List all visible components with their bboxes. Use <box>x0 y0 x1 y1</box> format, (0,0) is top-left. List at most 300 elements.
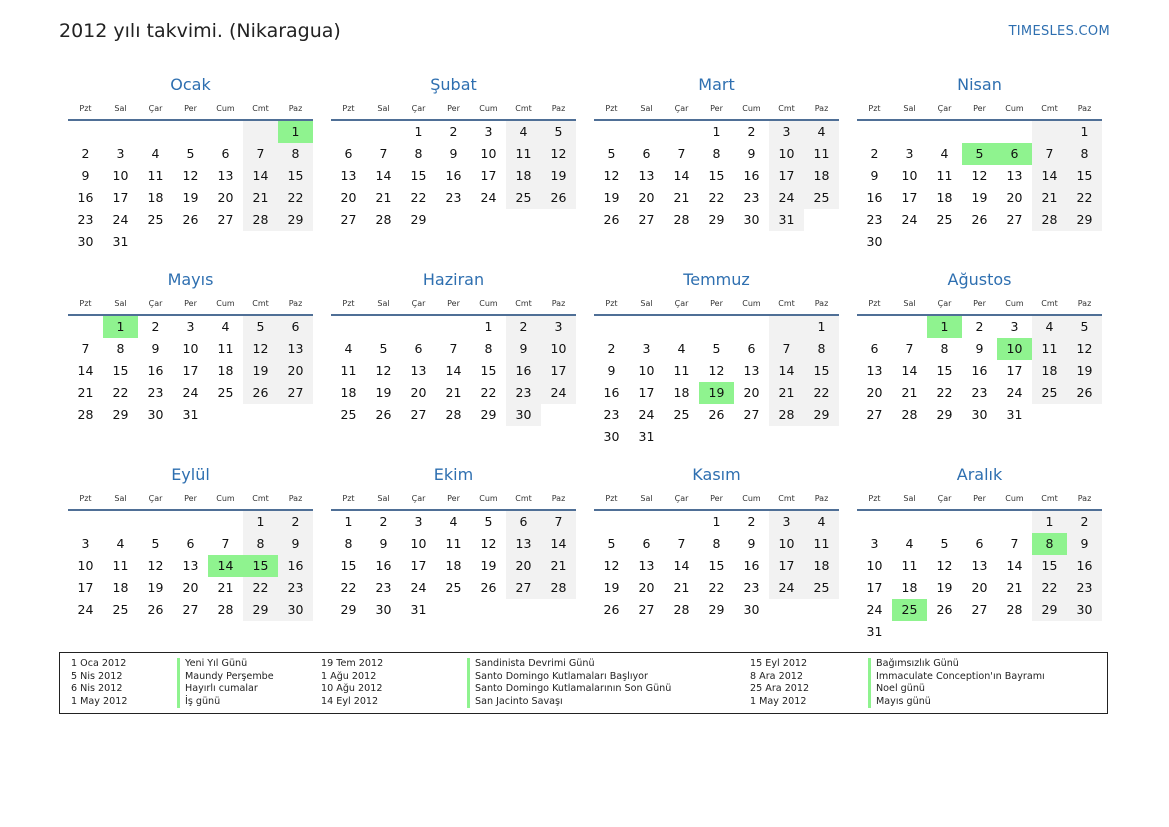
day-cell[interactable]: 9 <box>747 146 756 161</box>
day-cell[interactable]: 26 <box>603 602 620 617</box>
day-cell[interactable]: 14 <box>77 363 94 378</box>
day-cell[interactable]: 11 <box>217 341 234 356</box>
day-cell[interactable]: 24 <box>410 580 427 595</box>
day-cell[interactable]: 1 <box>484 319 493 334</box>
day-cell[interactable]: 20 <box>743 385 760 400</box>
day-cell[interactable]: 2 <box>607 341 616 356</box>
day-cell[interactable]: 4 <box>804 511 839 533</box>
day-cell[interactable]: 18 <box>147 190 164 205</box>
day-cell[interactable]: 28 <box>375 212 392 227</box>
day-cell[interactable]: 26 <box>936 602 953 617</box>
day-cell[interactable]: 20 <box>506 555 541 577</box>
day-cell[interactable]: 24 <box>901 212 918 227</box>
day-cell[interactable]: 23 <box>375 580 392 595</box>
day-cell[interactable]: 25 <box>340 407 357 422</box>
day-cell[interactable]: 22 <box>112 385 129 400</box>
day-cell[interactable]: 12 <box>603 558 620 573</box>
day-cell[interactable]: 22 <box>340 580 357 595</box>
day-cell[interactable]: 17 <box>769 165 804 187</box>
day-cell[interactable]: 27 <box>182 602 199 617</box>
day-cell[interactable]: 18 <box>936 190 953 205</box>
day-cell[interactable]: 20 <box>638 190 655 205</box>
day-cell[interactable]: 6 <box>506 511 541 533</box>
holiday-day[interactable]: 6 <box>997 143 1032 165</box>
day-cell[interactable]: 17 <box>480 168 497 183</box>
day-cell[interactable]: 30 <box>506 404 541 426</box>
day-cell[interactable]: 20 <box>971 580 988 595</box>
day-cell[interactable]: 30 <box>77 234 94 249</box>
day-cell[interactable]: 15 <box>804 360 839 382</box>
day-cell[interactable]: 3 <box>905 146 914 161</box>
day-cell[interactable]: 2 <box>379 514 388 529</box>
day-cell[interactable]: 5 <box>712 341 721 356</box>
day-cell[interactable]: 19 <box>1067 360 1102 382</box>
day-cell[interactable]: 10 <box>77 558 94 573</box>
day-cell[interactable]: 30 <box>866 234 883 249</box>
day-cell[interactable]: 9 <box>975 341 984 356</box>
day-cell[interactable]: 11 <box>445 536 462 551</box>
day-cell[interactable]: 27 <box>638 602 655 617</box>
day-cell[interactable]: 4 <box>116 536 125 551</box>
day-cell[interactable]: 29 <box>1032 599 1067 621</box>
day-cell[interactable]: 18 <box>901 580 918 595</box>
day-cell[interactable]: 23 <box>278 577 313 599</box>
day-cell[interactable]: 4 <box>940 146 949 161</box>
day-cell[interactable]: 26 <box>971 212 988 227</box>
day-cell[interactable]: 14 <box>673 168 690 183</box>
day-cell[interactable]: 29 <box>112 407 129 422</box>
day-cell[interactable]: 12 <box>182 168 199 183</box>
day-cell[interactable]: 8 <box>1067 143 1102 165</box>
day-cell[interactable]: 5 <box>607 536 616 551</box>
day-cell[interactable]: 12 <box>708 363 725 378</box>
day-cell[interactable]: 4 <box>151 146 160 161</box>
day-cell[interactable]: 26 <box>375 407 392 422</box>
day-cell[interactable]: 19 <box>541 165 576 187</box>
day-cell[interactable]: 11 <box>673 363 690 378</box>
day-cell[interactable]: 25 <box>112 602 129 617</box>
day-cell[interactable]: 4 <box>221 319 230 334</box>
day-cell[interactable]: 11 <box>936 168 953 183</box>
day-cell[interactable]: 25 <box>217 385 234 400</box>
day-cell[interactable]: 13 <box>1006 168 1023 183</box>
day-cell[interactable]: 7 <box>677 536 686 551</box>
day-cell[interactable]: 20 <box>1006 190 1023 205</box>
day-cell[interactable]: 27 <box>866 407 883 422</box>
day-cell[interactable]: 24 <box>480 190 497 205</box>
day-cell[interactable]: 12 <box>375 363 392 378</box>
day-cell[interactable]: 16 <box>506 360 541 382</box>
day-cell[interactable]: 30 <box>1067 599 1102 621</box>
day-cell[interactable]: 23 <box>1067 577 1102 599</box>
day-cell[interactable]: 22 <box>936 385 953 400</box>
day-cell[interactable]: 30 <box>375 602 392 617</box>
day-cell[interactable]: 17 <box>410 558 427 573</box>
day-cell[interactable]: 5 <box>379 341 388 356</box>
holiday-day[interactable]: 1 <box>278 121 313 143</box>
day-cell[interactable]: 15 <box>708 558 725 573</box>
day-cell[interactable]: 16 <box>278 555 313 577</box>
day-cell[interactable]: 13 <box>217 168 234 183</box>
day-cell[interactable]: 2 <box>278 511 313 533</box>
day-cell[interactable]: 30 <box>743 602 760 617</box>
day-cell[interactable]: 5 <box>484 514 493 529</box>
day-cell[interactable]: 22 <box>1067 187 1102 209</box>
day-cell[interactable]: 10 <box>541 338 576 360</box>
day-cell[interactable]: 7 <box>677 146 686 161</box>
day-cell[interactable]: 20 <box>278 360 313 382</box>
day-cell[interactable]: 25 <box>673 407 690 422</box>
day-cell[interactable]: 15 <box>112 363 129 378</box>
day-cell[interactable]: 2 <box>870 146 879 161</box>
day-cell[interactable]: 31 <box>769 209 804 231</box>
day-cell[interactable]: 28 <box>541 577 576 599</box>
holiday-day[interactable]: 15 <box>243 555 278 577</box>
day-cell[interactable]: 29 <box>804 404 839 426</box>
day-cell[interactable]: 23 <box>743 580 760 595</box>
day-cell[interactable]: 21 <box>243 187 278 209</box>
day-cell[interactable]: 27 <box>217 212 234 227</box>
day-cell[interactable]: 12 <box>936 558 953 573</box>
holiday-day[interactable]: 19 <box>699 382 734 404</box>
day-cell[interactable]: 7 <box>81 341 90 356</box>
day-cell[interactable]: 6 <box>414 341 423 356</box>
holiday-day[interactable]: 1 <box>927 316 962 338</box>
day-cell[interactable]: 15 <box>936 363 953 378</box>
day-cell[interactable]: 31 <box>638 429 655 444</box>
day-cell[interactable]: 16 <box>743 168 760 183</box>
day-cell[interactable]: 1 <box>344 514 353 529</box>
day-cell[interactable]: 26 <box>147 602 164 617</box>
day-cell[interactable]: 21 <box>375 190 392 205</box>
day-cell[interactable]: 25 <box>936 212 953 227</box>
day-cell[interactable]: 23 <box>743 190 760 205</box>
day-cell[interactable]: 17 <box>901 190 918 205</box>
day-cell[interactable]: 4 <box>677 341 686 356</box>
day-cell[interactable]: 16 <box>971 363 988 378</box>
day-cell[interactable]: 28 <box>77 407 94 422</box>
day-cell[interactable]: 7 <box>449 341 458 356</box>
day-cell[interactable]: 8 <box>712 536 721 551</box>
day-cell[interactable]: 17 <box>638 385 655 400</box>
day-cell[interactable]: 10 <box>112 168 129 183</box>
day-cell[interactable]: 18 <box>340 385 357 400</box>
day-cell[interactable]: 31 <box>112 234 129 249</box>
day-cell[interactable]: 31 <box>866 624 883 639</box>
day-cell[interactable]: 16 <box>147 363 164 378</box>
day-cell[interactable]: 30 <box>971 407 988 422</box>
day-cell[interactable]: 13 <box>638 168 655 183</box>
day-cell[interactable]: 30 <box>743 212 760 227</box>
day-cell[interactable]: 30 <box>147 407 164 422</box>
day-cell[interactable]: 3 <box>186 319 195 334</box>
day-cell[interactable]: 14 <box>673 558 690 573</box>
day-cell[interactable]: 6 <box>870 341 879 356</box>
day-cell[interactable]: 21 <box>445 385 462 400</box>
day-cell[interactable]: 3 <box>769 511 804 533</box>
day-cell[interactable]: 18 <box>445 558 462 573</box>
day-cell[interactable]: 7 <box>221 536 230 551</box>
holiday-day[interactable]: 5 <box>962 143 997 165</box>
day-cell[interactable]: 29 <box>410 212 427 227</box>
day-cell[interactable]: 14 <box>541 533 576 555</box>
day-cell[interactable]: 23 <box>866 212 883 227</box>
day-cell[interactable]: 11 <box>340 363 357 378</box>
day-cell[interactable]: 16 <box>445 168 462 183</box>
day-cell[interactable]: 13 <box>638 558 655 573</box>
day-cell[interactable]: 10 <box>769 143 804 165</box>
day-cell[interactable]: 11 <box>804 143 839 165</box>
day-cell[interactable]: 28 <box>217 602 234 617</box>
day-cell[interactable]: 12 <box>603 168 620 183</box>
day-cell[interactable]: 23 <box>506 382 541 404</box>
day-cell[interactable]: 7 <box>379 146 388 161</box>
day-cell[interactable]: 8 <box>278 143 313 165</box>
day-cell[interactable]: 13 <box>866 363 883 378</box>
holiday-day[interactable]: 8 <box>1032 533 1067 555</box>
day-cell[interactable]: 11 <box>1032 338 1067 360</box>
day-cell[interactable]: 8 <box>344 536 353 551</box>
day-cell[interactable]: 27 <box>340 212 357 227</box>
day-cell[interactable]: 29 <box>278 209 313 231</box>
day-cell[interactable]: 27 <box>971 602 988 617</box>
day-cell[interactable]: 28 <box>1032 209 1067 231</box>
day-cell[interactable]: 22 <box>278 187 313 209</box>
day-cell[interactable]: 4 <box>449 514 458 529</box>
day-cell[interactable]: 1 <box>712 514 721 529</box>
day-cell[interactable]: 10 <box>638 363 655 378</box>
day-cell[interactable]: 14 <box>243 165 278 187</box>
day-cell[interactable]: 16 <box>77 190 94 205</box>
day-cell[interactable]: 7 <box>905 341 914 356</box>
day-cell[interactable]: 24 <box>1006 385 1023 400</box>
day-cell[interactable]: 17 <box>112 190 129 205</box>
day-cell[interactable]: 6 <box>747 341 756 356</box>
day-cell[interactable]: 13 <box>743 363 760 378</box>
day-cell[interactable]: 22 <box>243 577 278 599</box>
day-cell[interactable]: 27 <box>1006 212 1023 227</box>
day-cell[interactable]: 21 <box>77 385 94 400</box>
day-cell[interactable]: 9 <box>870 168 879 183</box>
day-cell[interactable]: 21 <box>1006 580 1023 595</box>
day-cell[interactable]: 29 <box>243 599 278 621</box>
day-cell[interactable]: 12 <box>243 338 278 360</box>
day-cell[interactable]: 23 <box>603 407 620 422</box>
day-cell[interactable]: 13 <box>182 558 199 573</box>
day-cell[interactable]: 5 <box>151 536 160 551</box>
day-cell[interactable]: 15 <box>480 363 497 378</box>
day-cell[interactable]: 5 <box>186 146 195 161</box>
day-cell[interactable]: 20 <box>410 385 427 400</box>
day-cell[interactable]: 15 <box>1032 555 1067 577</box>
day-cell[interactable]: 29 <box>708 602 725 617</box>
day-cell[interactable]: 26 <box>603 212 620 227</box>
day-cell[interactable]: 24 <box>638 407 655 422</box>
holiday-day[interactable]: 1 <box>103 316 138 338</box>
holiday-day[interactable]: 25 <box>892 599 927 621</box>
day-cell[interactable]: 10 <box>901 168 918 183</box>
day-cell[interactable]: 5 <box>541 121 576 143</box>
day-cell[interactable]: 20 <box>182 580 199 595</box>
day-cell[interactable]: 29 <box>340 602 357 617</box>
day-cell[interactable]: 17 <box>77 580 94 595</box>
day-cell[interactable]: 11 <box>112 558 129 573</box>
day-cell[interactable]: 15 <box>708 168 725 183</box>
day-cell[interactable]: 23 <box>971 385 988 400</box>
day-cell[interactable]: 18 <box>804 555 839 577</box>
day-cell[interactable]: 17 <box>866 580 883 595</box>
day-cell[interactable]: 29 <box>708 212 725 227</box>
day-cell[interactable]: 16 <box>1067 555 1102 577</box>
day-cell[interactable]: 4 <box>506 121 541 143</box>
day-cell[interactable]: 21 <box>673 190 690 205</box>
day-cell[interactable]: 24 <box>182 385 199 400</box>
day-cell[interactable]: 10 <box>866 558 883 573</box>
day-cell[interactable]: 20 <box>866 385 883 400</box>
day-cell[interactable]: 17 <box>541 360 576 382</box>
day-cell[interactable]: 8 <box>243 533 278 555</box>
day-cell[interactable]: 2 <box>449 124 458 139</box>
day-cell[interactable]: 14 <box>769 360 804 382</box>
day-cell[interactable]: 3 <box>81 536 90 551</box>
day-cell[interactable]: 1 <box>804 316 839 338</box>
day-cell[interactable]: 7 <box>541 511 576 533</box>
day-cell[interactable]: 17 <box>182 363 199 378</box>
day-cell[interactable]: 4 <box>1032 316 1067 338</box>
day-cell[interactable]: 4 <box>804 121 839 143</box>
day-cell[interactable]: 9 <box>81 168 90 183</box>
day-cell[interactable]: 26 <box>708 407 725 422</box>
day-cell[interactable]: 14 <box>445 363 462 378</box>
day-cell[interactable]: 9 <box>1067 533 1102 555</box>
day-cell[interactable]: 22 <box>804 382 839 404</box>
day-cell[interactable]: 28 <box>769 404 804 426</box>
day-cell[interactable]: 22 <box>410 190 427 205</box>
day-cell[interactable]: 12 <box>480 536 497 551</box>
day-cell[interactable]: 19 <box>603 190 620 205</box>
day-cell[interactable]: 18 <box>217 363 234 378</box>
day-cell[interactable]: 8 <box>804 338 839 360</box>
day-cell[interactable]: 18 <box>112 580 129 595</box>
day-cell[interactable]: 29 <box>1067 209 1102 231</box>
day-cell[interactable]: 8 <box>712 146 721 161</box>
day-cell[interactable]: 25 <box>804 577 839 599</box>
day-cell[interactable]: 31 <box>182 407 199 422</box>
day-cell[interactable]: 19 <box>147 580 164 595</box>
day-cell[interactable]: 25 <box>147 212 164 227</box>
day-cell[interactable]: 6 <box>642 536 651 551</box>
day-cell[interactable]: 10 <box>769 533 804 555</box>
day-cell[interactable]: 11 <box>804 533 839 555</box>
day-cell[interactable]: 18 <box>804 165 839 187</box>
day-cell[interactable]: 23 <box>77 212 94 227</box>
day-cell[interactable]: 21 <box>1032 187 1067 209</box>
day-cell[interactable]: 11 <box>901 558 918 573</box>
day-cell[interactable]: 29 <box>936 407 953 422</box>
day-cell[interactable]: 7 <box>243 143 278 165</box>
day-cell[interactable]: 28 <box>901 407 918 422</box>
day-cell[interactable]: 15 <box>278 165 313 187</box>
day-cell[interactable]: 13 <box>971 558 988 573</box>
day-cell[interactable]: 16 <box>866 190 883 205</box>
day-cell[interactable]: 7 <box>1032 143 1067 165</box>
day-cell[interactable]: 4 <box>344 341 353 356</box>
day-cell[interactable]: 25 <box>804 187 839 209</box>
day-cell[interactable]: 9 <box>449 146 458 161</box>
day-cell[interactable]: 9 <box>607 363 616 378</box>
day-cell[interactable]: 11 <box>147 168 164 183</box>
day-cell[interactable]: 24 <box>77 602 94 617</box>
day-cell[interactable]: 9 <box>151 341 160 356</box>
day-cell[interactable]: 24 <box>769 187 804 209</box>
day-cell[interactable]: 22 <box>708 190 725 205</box>
day-cell[interactable]: 6 <box>186 536 195 551</box>
day-cell[interactable]: 1 <box>1032 511 1067 533</box>
day-cell[interactable]: 13 <box>340 168 357 183</box>
day-cell[interactable]: 6 <box>278 316 313 338</box>
day-cell[interactable]: 9 <box>747 536 756 551</box>
day-cell[interactable]: 27 <box>278 382 313 404</box>
day-cell[interactable]: 16 <box>375 558 392 573</box>
day-cell[interactable]: 22 <box>1032 577 1067 599</box>
day-cell[interactable]: 18 <box>1032 360 1067 382</box>
day-cell[interactable]: 7 <box>769 338 804 360</box>
day-cell[interactable]: 1 <box>1067 121 1102 143</box>
day-cell[interactable]: 12 <box>147 558 164 573</box>
day-cell[interactable]: 10 <box>410 536 427 551</box>
day-cell[interactable]: 14 <box>1006 558 1023 573</box>
day-cell[interactable]: 26 <box>1067 382 1102 404</box>
day-cell[interactable]: 21 <box>541 555 576 577</box>
day-cell[interactable]: 12 <box>1067 338 1102 360</box>
day-cell[interactable]: 8 <box>116 341 125 356</box>
day-cell[interactable]: 25 <box>445 580 462 595</box>
day-cell[interactable]: 8 <box>940 341 949 356</box>
day-cell[interactable]: 3 <box>116 146 125 161</box>
day-cell[interactable]: 2 <box>151 319 160 334</box>
day-cell[interactable]: 26 <box>243 382 278 404</box>
day-cell[interactable]: 26 <box>541 187 576 209</box>
day-cell[interactable]: 16 <box>743 558 760 573</box>
day-cell[interactable]: 23 <box>445 190 462 205</box>
day-cell[interactable]: 8 <box>414 146 423 161</box>
day-cell[interactable]: 3 <box>642 341 651 356</box>
day-cell[interactable]: 20 <box>340 190 357 205</box>
day-cell[interactable]: 3 <box>769 121 804 143</box>
brand-logo[interactable]: TIMESLES.COM <box>1008 24 1110 39</box>
day-cell[interactable]: 2 <box>1067 511 1102 533</box>
day-cell[interactable]: 21 <box>769 382 804 404</box>
day-cell[interactable]: 2 <box>975 319 984 334</box>
day-cell[interactable]: 19 <box>971 190 988 205</box>
day-cell[interactable]: 22 <box>480 385 497 400</box>
day-cell[interactable]: 8 <box>484 341 493 356</box>
day-cell[interactable]: 13 <box>278 338 313 360</box>
day-cell[interactable]: 18 <box>506 165 541 187</box>
day-cell[interactable]: 6 <box>642 146 651 161</box>
day-cell[interactable]: 19 <box>375 385 392 400</box>
day-cell[interactable]: 24 <box>866 602 883 617</box>
day-cell[interactable]: 28 <box>243 209 278 231</box>
day-cell[interactable]: 6 <box>221 146 230 161</box>
day-cell[interactable]: 18 <box>673 385 690 400</box>
day-cell[interactable]: 19 <box>243 360 278 382</box>
day-cell[interactable]: 19 <box>182 190 199 205</box>
day-cell[interactable]: 1 <box>243 511 278 533</box>
day-cell[interactable]: 23 <box>147 385 164 400</box>
day-cell[interactable]: 7 <box>1010 536 1019 551</box>
day-cell[interactable]: 27 <box>410 407 427 422</box>
